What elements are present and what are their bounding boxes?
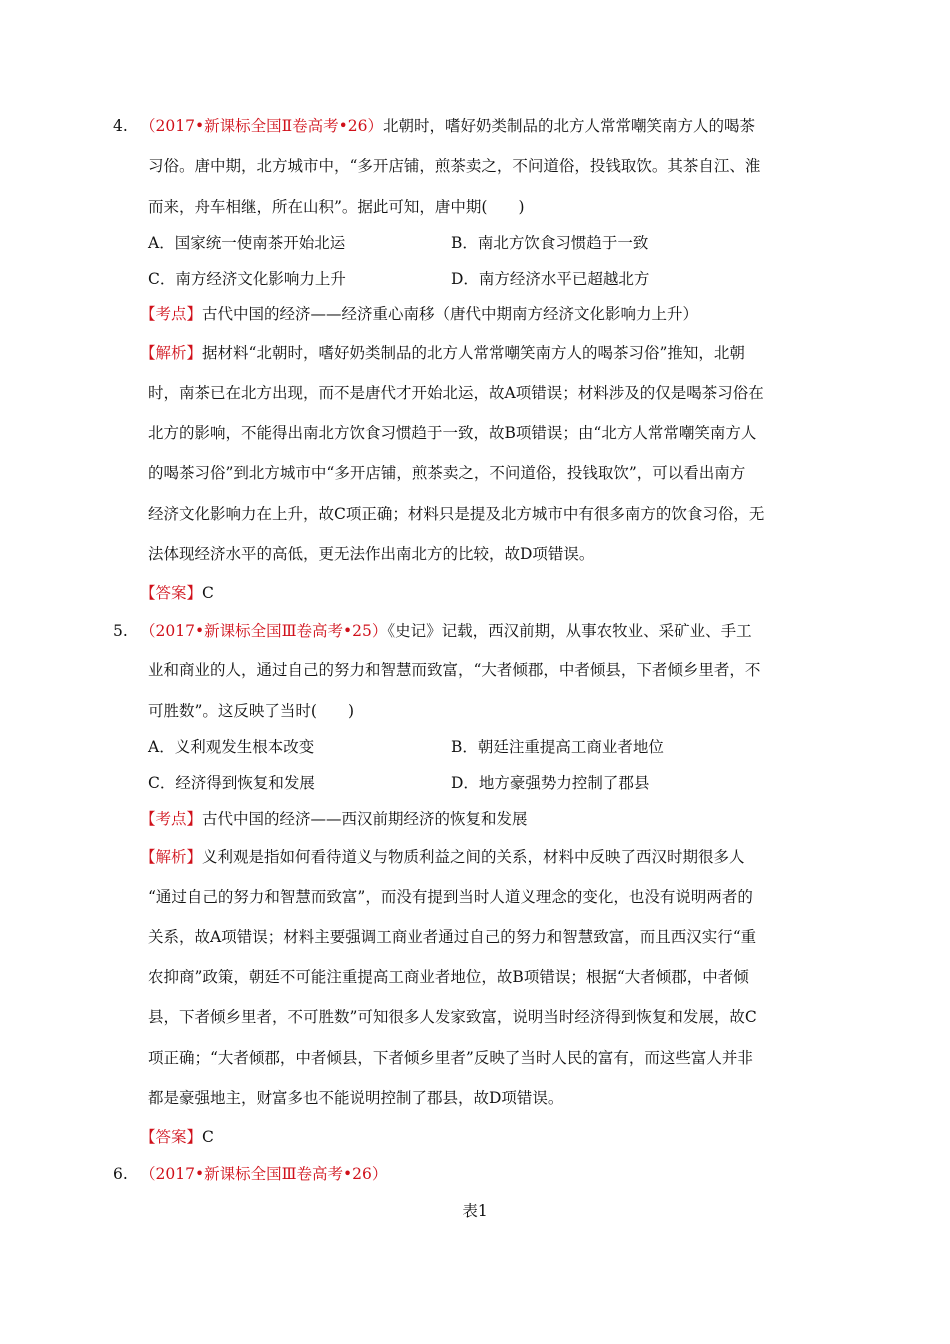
q5-jiexi-line-1 — [140, 846, 745, 868]
q4-jiexi-line-2: 时，南茶已在北方出现，而不是唐代才开始北运，故A项错误；材料涉及的仅是喝茶习俗在 — [148, 384, 764, 402]
q4-kaodian-label: 【考点】 — [140, 305, 203, 323]
q4-jiexi-line-3: 北方的影响，不能得出南北方饮食习惯趋于一致，故B项错误；由“北方人常常嘲笑南方人 — [148, 424, 757, 442]
q5-stem-line-2: 业和商业的人，通过自己的努力和智慧而致富，“大者倾郡，中者倾县，下者倾乡里者，不 — [148, 661, 761, 679]
q4-stem-line-3: 而来，舟车相继，所在山积”。据此可知，唐中期( ) — [148, 198, 525, 216]
q5-option-c: C．经济得到恢复和发展 — [148, 774, 315, 792]
q4-answer — [140, 582, 214, 604]
q5-jiexi-line-2: “通过自己的努力和智慧而致富”，而没有提到当时人道义理念的变化，也没有说明两者的 — [148, 888, 753, 906]
q5-stem-text-1: 《史记》记载，西汉前期，从事农牧业、采矿业、手工 — [387, 622, 752, 640]
q4-kaodian-text: 古代中国的经济——经济重心南移（唐代中期南方经济文化影响力上升） — [202, 305, 699, 323]
q5-source: （2017•新课标全国Ⅲ卷高考•25） — [140, 622, 388, 640]
q5-jiexi-text-1: 义利观是指如何看待道义与物质利益之间的关系，材料中反映了西汉时期很多人 — [202, 848, 745, 866]
q5-answer — [140, 1126, 214, 1148]
q4-jiexi-line-1 — [140, 342, 745, 364]
q4-option-d: D．南方经济水平已超越北方 — [451, 270, 650, 288]
q5-jiexi-line-4: 农抑商”政策，朝廷不可能注重提高工商业者地位，故B项错误；根据“大者倾郡，中者倾 — [148, 968, 749, 986]
q5-answer-label: 【答案】 — [140, 1128, 203, 1146]
q4-source: （2017•新课标全国Ⅱ卷高考•26） — [140, 117, 383, 135]
q5-answer-value: C — [202, 1128, 214, 1146]
q5-option-b: B．朝廷注重提高工商业者地位 — [451, 738, 664, 756]
q4-jiexi-line-6: 法体现经济水平的高低，更无法作出南北方的比较，故D项错误。 — [148, 545, 595, 563]
q4-jiexi-line-5: 经济文化影响力在上升，故C项正确；材料只是提及北方城市中有很多南方的饮食习俗，无 — [148, 505, 765, 523]
q4-stem-line-1 — [140, 115, 755, 137]
q4-jiexi-label: 【解析】 — [140, 344, 203, 362]
q4-answer-label: 【答案】 — [140, 584, 203, 602]
q4-option-c: C．南方经济文化影响力上升 — [148, 270, 346, 288]
q5-stem-line-1 — [140, 620, 752, 642]
q5-option-d: D．地方豪强势力控制了郡县 — [451, 774, 650, 792]
q4-stem-text-1: 北朝时，嗜好奶类制品的北方人常常嘲笑南方人的喝茶 — [383, 117, 756, 135]
q4-jiexi-line-4: 的喝茶习俗”到北方城市中“多开店铺，煎茶卖之，不问道俗，投钱取饮”，可以看出南方 — [148, 464, 746, 482]
q4-answer-value: C — [202, 584, 214, 602]
q5-jiexi-line-5: 县，下者倾乡里者，不可胜数”可知很多人发家致富，说明当时经济得到恢复和发展，故C — [148, 1008, 757, 1026]
q5-option-a: A．义利观发生根本改变 — [148, 738, 315, 756]
q5-jiexi-label: 【解析】 — [140, 848, 203, 866]
q5-kaodian-text: 古代中国的经济——西汉前期经济的恢复和发展 — [202, 810, 528, 828]
q4-option-a: A．国家统一使南茶开始北运 — [148, 234, 346, 252]
q4-stem-line-2: 习俗。唐中期，北方城市中，“多开店铺，煎茶卖之，不问道俗，投钱取饮。其茶自江、淮 — [148, 157, 761, 175]
q6-number: 6. — [113, 1165, 128, 1183]
q4-kaodian — [140, 303, 698, 325]
q5-kaodian — [140, 808, 528, 830]
q4-number: 4. — [113, 117, 128, 135]
q6-source: （2017•新课标全国Ⅲ卷高考•26） — [140, 1165, 388, 1183]
q4-jiexi-text-1: 据材料“北朝时，嗜好奶类制品的北方人常常嘲笑南方人的喝茶习俗”推知，北朝 — [202, 344, 745, 362]
q5-jiexi-line-3: 关系，故A项错误；材料主要强调工商业者通过自己的努力和智慧致富，而且西汉实行“重 — [148, 928, 757, 946]
q5-jiexi-line-7: 都是豪强地主，财富多也不能说明控制了郡县，故D项错误。 — [148, 1089, 564, 1107]
q5-stem-line-3: 可胜数”。这反映了当时( ) — [148, 702, 355, 720]
q4-option-b: B．南北方饮食习惯趋于一致 — [451, 234, 649, 252]
q5-jiexi-line-6: 项正确；“大者倾郡，中者倾县，下者倾乡里者”反映了当时人民的富有，而这些富人并非 — [148, 1049, 753, 1067]
q6-stem-line-1 — [140, 1163, 387, 1185]
q5-kaodian-label: 【考点】 — [140, 810, 203, 828]
q5-number: 5. — [113, 622, 128, 640]
table-caption: 表1 — [462, 1202, 488, 1220]
